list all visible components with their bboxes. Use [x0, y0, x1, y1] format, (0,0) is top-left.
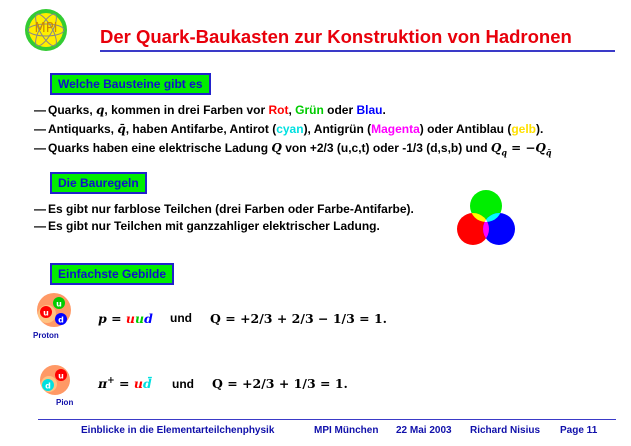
- footer-page: Page 11: [560, 425, 598, 436]
- logo-text: MPI: [34, 21, 58, 36]
- title-divider: [100, 50, 615, 52]
- footer-date: 22 Mai 2003: [396, 425, 452, 436]
- footer-author: Richard Nisius: [470, 425, 541, 436]
- pion-icon: [35, 362, 75, 398]
- color-mixing-diagram: [453, 188, 519, 252]
- section-bausteine: Welche Bausteine gibt es: [50, 73, 211, 95]
- rule-ladung: — Es gibt nur Teilchen mit ganzzahliger elektrischer Ladung.: [34, 219, 380, 233]
- proton-und: und: [170, 311, 192, 325]
- bullet-charge: — Quarks haben eine elektrische Ladung Q von +2/3 (u,c,t) oder -1/3 (d,s,b) und $Q_q = -Q_{q̄}$: [34, 141, 552, 158]
- footer-place: MPI München: [314, 425, 379, 436]
- svg-text:u: u: [43, 308, 49, 318]
- svg-text:d: d: [45, 381, 51, 391]
- footer-divider: [38, 419, 616, 420]
- bullet-dash: —: [34, 103, 46, 117]
- proton-formula: p = uud: [98, 311, 153, 326]
- mpi-logo: [24, 8, 68, 52]
- proton-charge: Q = +2/3 + 2/3 − 1/3 = 1.: [210, 311, 388, 326]
- bullet-quarks: — Quarks, q, kommen in drei Farben vor Rot, Grün oder Blau.: [34, 103, 386, 117]
- pion-charge: Q = +2/3 + 1/3 = 1.: [212, 376, 348, 391]
- proton-icon: [33, 291, 75, 329]
- svg-text:d: d: [58, 315, 64, 325]
- bullet-antiquarks: — Antiquarks, q̄, haben Antifarbe, Antirot (cyan), Antigrün (Magenta) oder Antiblau (gelb).: [34, 122, 544, 136]
- page-title: Der Quark-Baukasten zur Konstruktion von Hadronen: [100, 26, 572, 47]
- section-regeln: Die Bauregeln: [50, 172, 147, 194]
- pion-und: und: [172, 377, 194, 391]
- pion-formula: π+ = ud̄: [98, 376, 152, 392]
- section-gebilde: Einfachste Gebilde: [50, 263, 174, 285]
- pion-caption: Pion: [56, 398, 74, 407]
- svg-text:u: u: [56, 299, 62, 309]
- proton-caption: Proton: [33, 331, 59, 340]
- svg-text:u: u: [58, 371, 64, 381]
- footer-course: Einblicke in die Elementarteilchenphysik: [81, 425, 275, 436]
- rule-farblos: — Es gibt nur farblose Teilchen (drei Farben oder Farbe-Antifarbe).: [34, 202, 414, 216]
